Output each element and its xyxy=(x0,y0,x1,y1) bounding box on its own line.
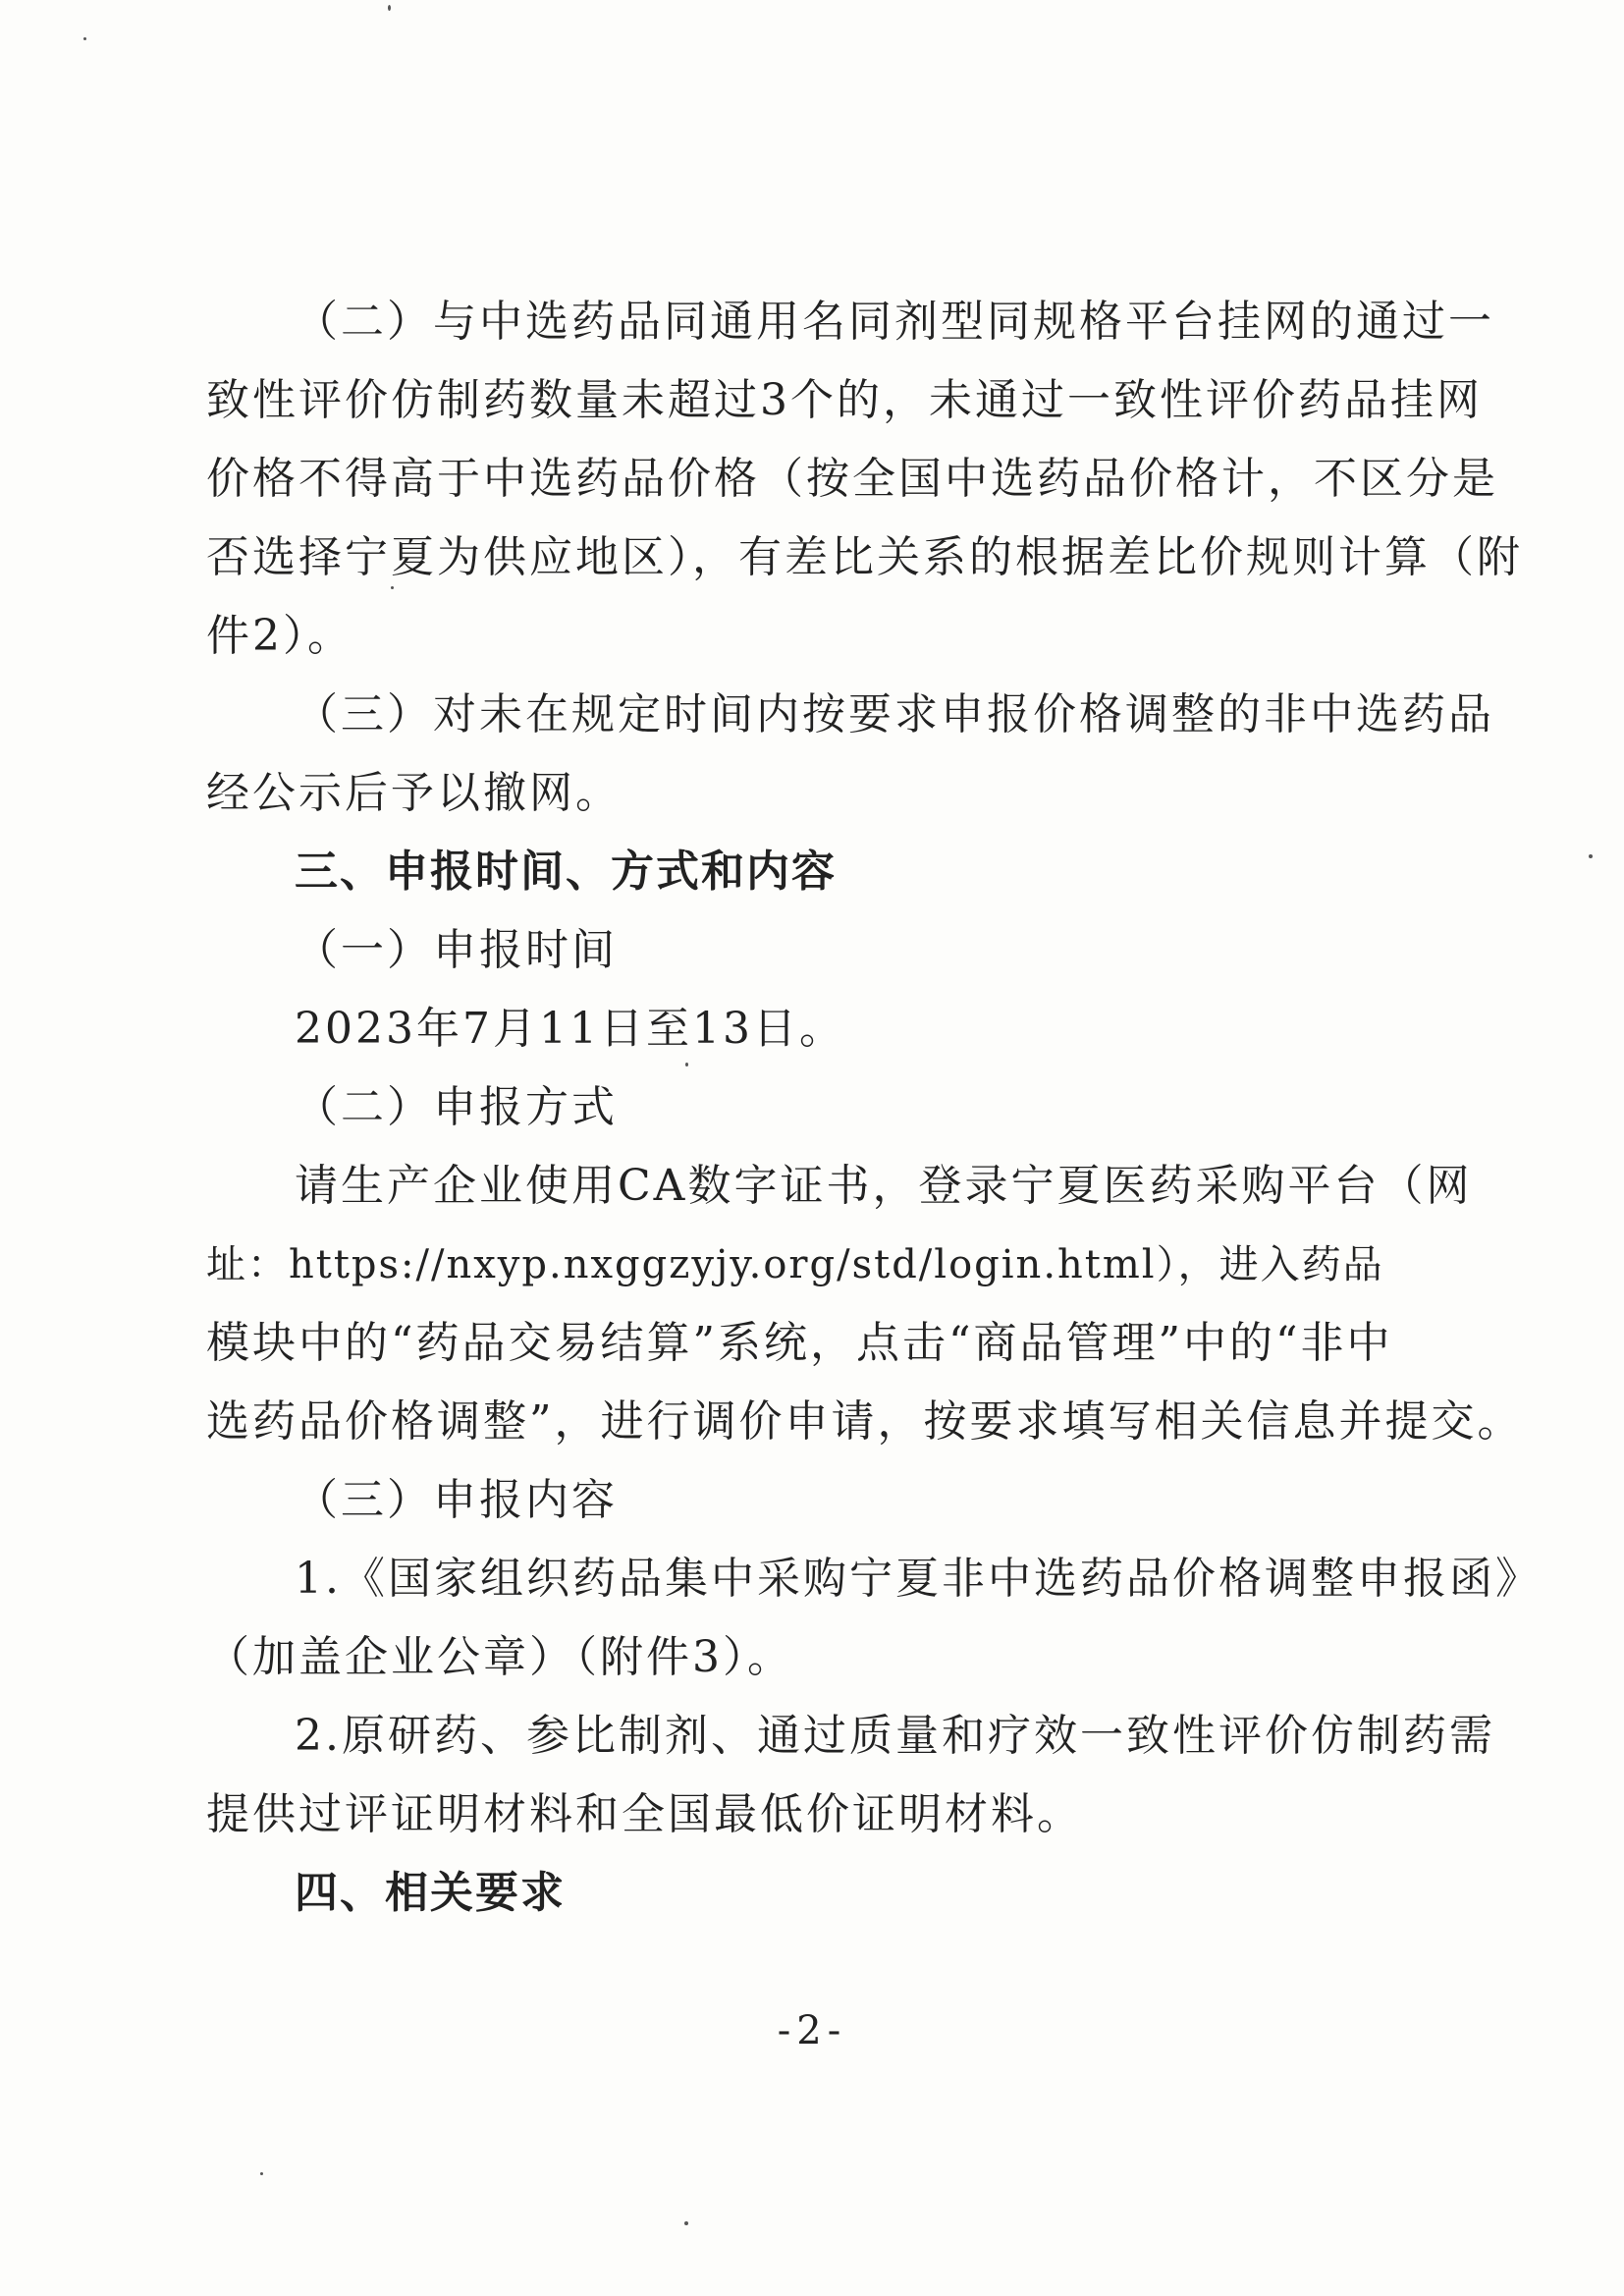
section-heading-3: 三、申报时间、方式和内容 xyxy=(295,847,837,897)
scan-speck xyxy=(1589,854,1593,858)
paragraph-2-line-3: 价格不得高于中选药品价格（按全国中选药品价格计，不区分是 xyxy=(206,454,1498,504)
paragraph-2-line-4: 否选择宁夏为供应地区），有差比关系的根据差比价规则计算（附 xyxy=(206,532,1523,582)
subheading-declaration-content: （三）申报内容 xyxy=(295,1475,618,1525)
scan-speck xyxy=(684,2221,688,2225)
content-item-1-line-1: 1.《国家组织药品集中采购宁夏非中选药品价格调整申报函》 xyxy=(295,1554,1542,1604)
section-heading-4: 四、相关要求 xyxy=(295,1868,566,1918)
paragraph-2-line-5: 件2）。 xyxy=(206,611,353,661)
method-line-3: 模块中的“药品交易结算”系统，点击“商品管理”中的“非中 xyxy=(206,1318,1393,1368)
scan-speck xyxy=(391,586,394,589)
content-item-2-line-2: 提供过评证明材料和全国最低价证明材料。 xyxy=(206,1789,1083,1839)
scan-speck xyxy=(260,2172,263,2175)
scan-speck xyxy=(388,5,391,11)
content-item-2-line-1: 2.原研药、参比制剂、通过质量和疗效一致性评价仿制药需 xyxy=(295,1711,1495,1761)
method-line-2-url: 址：https://nxyp.nxggzyjy.org/std/login.html），进入药品 xyxy=(206,1242,1384,1287)
paragraph-2-line-1: （二）与中选药品同通用名同剂型同规格平台挂网的通过一 xyxy=(295,297,1494,347)
paragraph-2-line-2: 致性评价仿制药数量未超过3个的，未通过一致性评价药品挂网 xyxy=(206,375,1483,425)
scan-speck xyxy=(685,1063,688,1066)
subheading-declaration-time: （一）申报时间 xyxy=(295,925,618,975)
scan-speck xyxy=(83,37,86,40)
method-line-1: 请生产企业使用CA数字证书，登录宁夏医药采购平台（网 xyxy=(295,1161,1473,1211)
content-item-1-line-2: （加盖企业公章）（附件3）。 xyxy=(206,1632,793,1682)
declaration-date: 2023年7月11日至13日。 xyxy=(295,1004,845,1054)
paragraph-3-line-2: 经公示后予以撤网。 xyxy=(206,768,622,818)
paragraph-3-line-1: （三）对未在规定时间内按要求申报价格调整的非中选药品 xyxy=(295,689,1494,739)
method-line-4: 选药品价格调整”，进行调价申请，按要求填写相关信息并提交。 xyxy=(206,1396,1524,1447)
page-number: -2- xyxy=(777,2008,847,2053)
subheading-declaration-method: （二）申报方式 xyxy=(295,1082,618,1132)
